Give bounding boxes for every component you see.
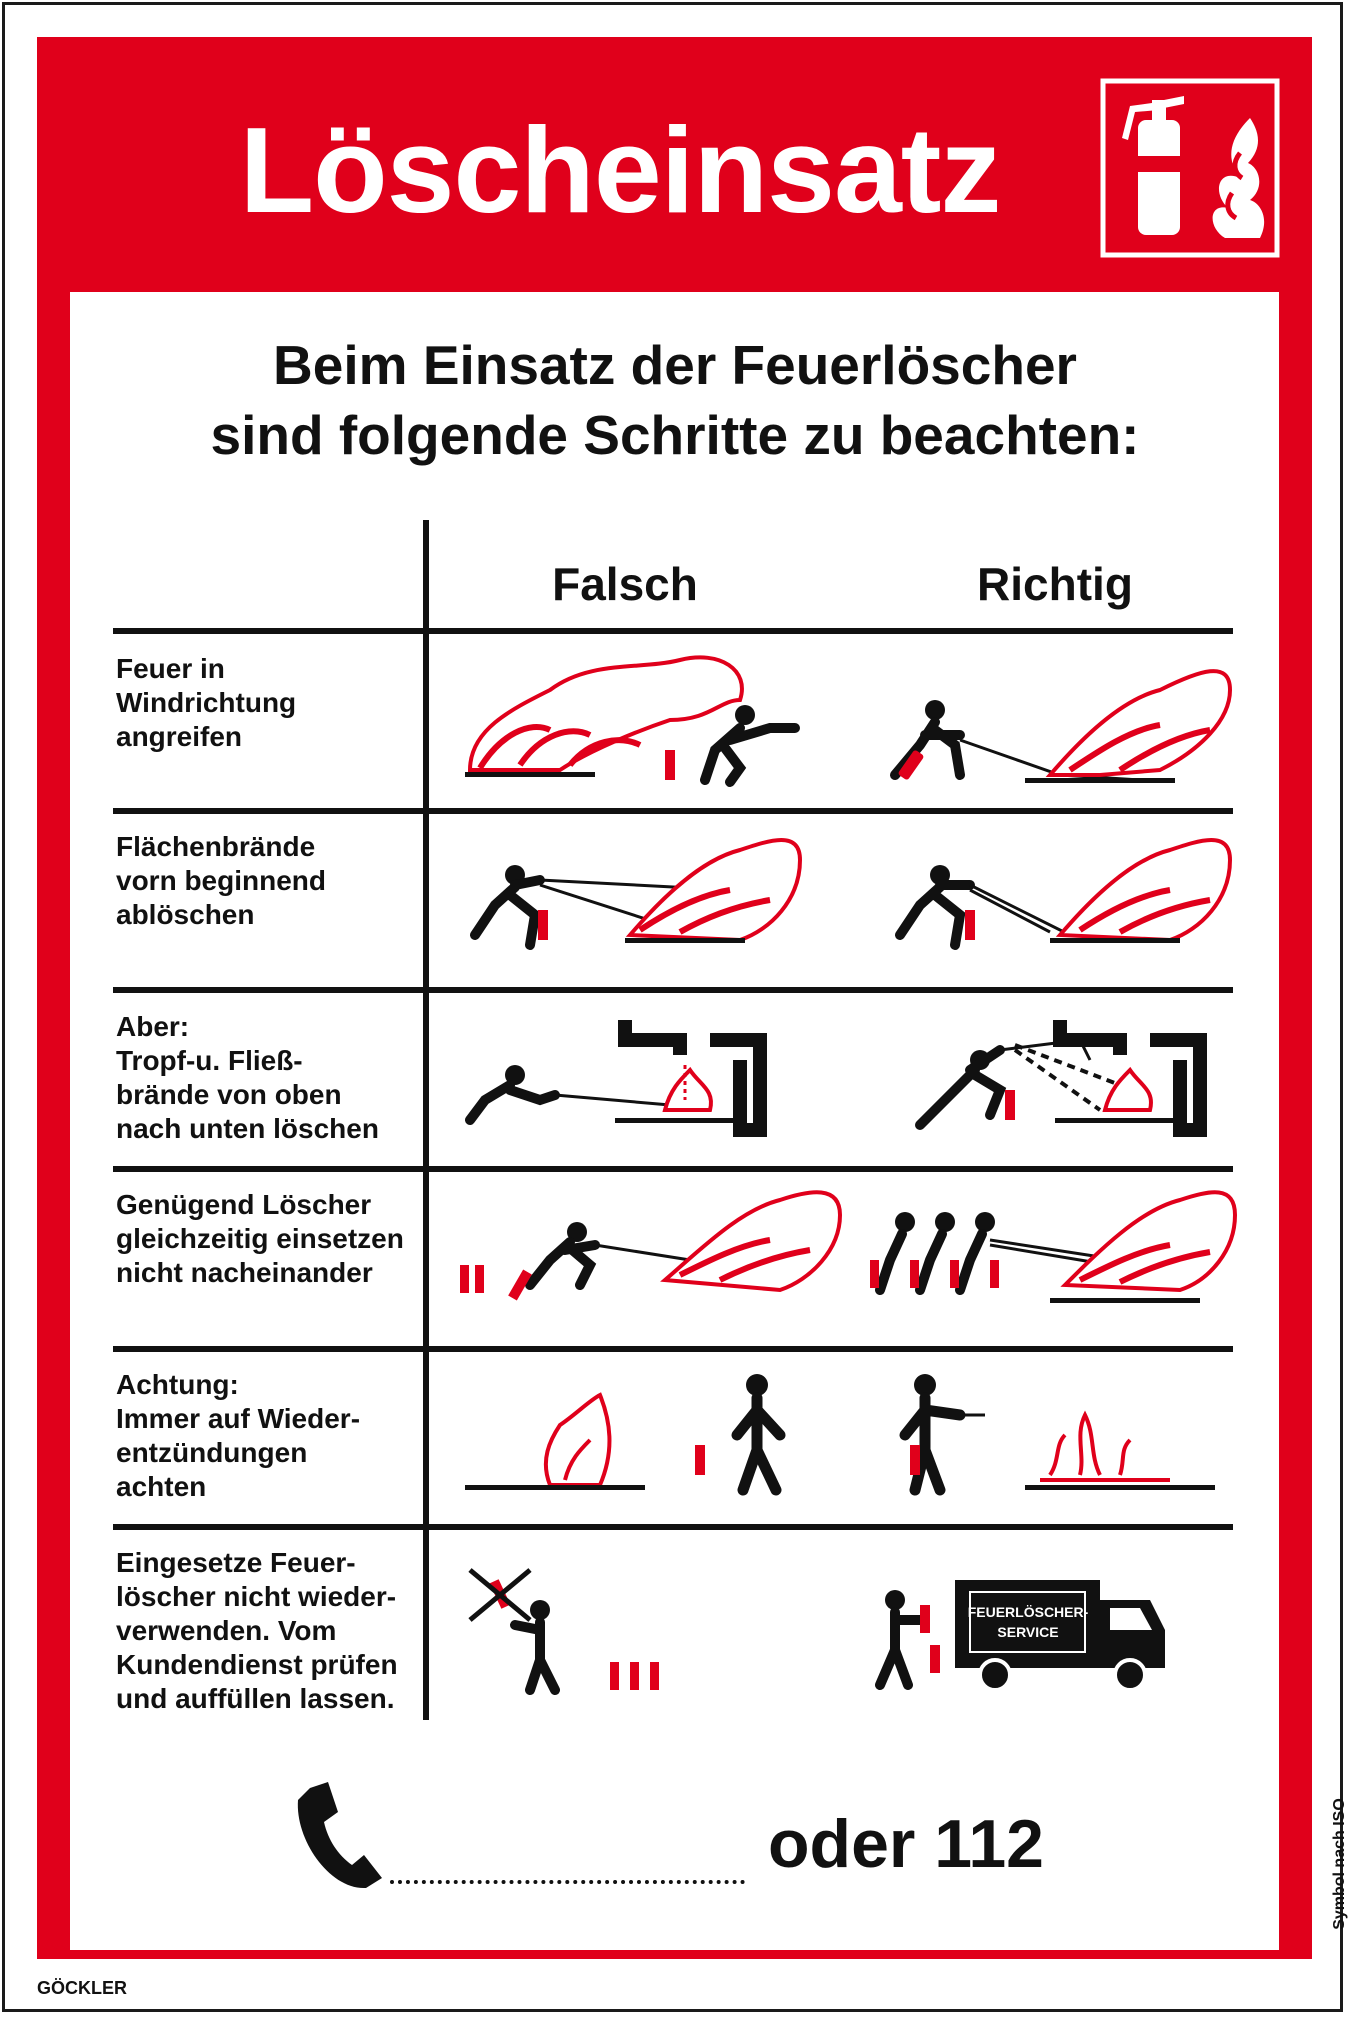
surface-fire-pictogram-icon — [440, 820, 1240, 980]
row-4-text: Genügend Löscher gleichzeitig einsetzen nicht nacheinander — [116, 1189, 404, 1288]
subtitle — [90, 330, 1260, 470]
sign-title: Löscheinsatz — [239, 102, 1001, 238]
table-divider — [113, 628, 1233, 634]
truck-label-line-1: FEUERLÖSCHER- — [967, 1604, 1089, 1620]
reignition-pictogram-icon — [440, 1360, 1240, 1520]
column-header-right: Richtig — [977, 558, 1133, 610]
manufacturer-label: GÖCKLER — [37, 1978, 127, 1998]
table-divider — [113, 1346, 1233, 1352]
truck-label-line-2: SERVICE — [997, 1624, 1059, 1640]
subtitle-line-2: sind folgende Schritte zu beachten: — [210, 404, 1140, 466]
emergency-number: oder 112 — [768, 1806, 1044, 1882]
column-header-wrong: Falsch — [552, 558, 698, 610]
subtitle-line-1: Beim Einsatz der Feuerlöscher — [273, 334, 1077, 396]
table-divider — [113, 1166, 1233, 1172]
row-1-text: Feuer in Windrichtung angreifen — [116, 653, 297, 752]
iso-note: Symbol nach ISO — [1331, 1798, 1348, 1930]
row-2-text: Flächenbrände vorn beginnend ablöschen — [116, 831, 326, 930]
phone-number-blank — [390, 1880, 745, 1884]
simultaneous-extinguishers-pictogram-icon — [440, 1180, 1240, 1340]
table-divider — [113, 987, 1233, 993]
row-5-text: Achtung: Immer auf Wieder- entzündungen achten — [116, 1369, 361, 1502]
emergency-phone-line — [290, 1780, 1070, 1900]
table-divider — [113, 1524, 1233, 1530]
fire-extinguisher-icon — [1100, 78, 1280, 258]
phone-icon — [290, 1780, 385, 1890]
table-vertical-divider — [423, 520, 429, 1720]
row-6-text: Eingesetze Feuer- löscher nicht wieder- verwenden. Vom Kundendienst prüfen und auffüllen lassen. — [116, 1547, 398, 1714]
wind-direction-pictogram-icon — [440, 640, 1240, 800]
dripping-fire-pictogram-icon — [440, 1000, 1240, 1160]
row-3-text: Aber: Tropf-u. Fließ- brände von oben nach unten löschen — [116, 1011, 379, 1144]
table-divider — [113, 808, 1233, 814]
refill-service-pictogram-icon — [440, 1540, 1240, 1700]
